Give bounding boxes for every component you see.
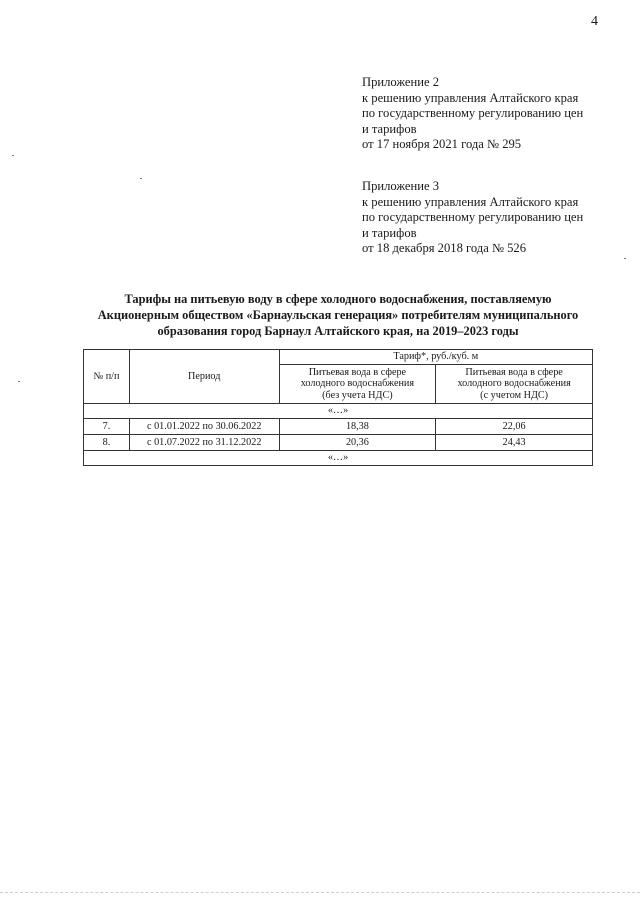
appendix-2-line: к решению управления Алтайского края bbox=[362, 90, 579, 105]
table-row bbox=[84, 419, 593, 435]
cell-without-vat: 20,36 bbox=[279, 435, 436, 451]
header-line: Питьевая вода в сфере bbox=[308, 366, 407, 378]
appendix-2-line: от 17 ноября 2021 года № 295 bbox=[362, 137, 522, 151]
cell-without-vat: 18,38 bbox=[279, 419, 436, 435]
scan-speck bbox=[624, 258, 626, 259]
title-line: образования город Барнаул Алтайского края, на 2019–2023 годы bbox=[157, 324, 519, 338]
column-header-period: Период bbox=[129, 350, 279, 404]
scan-speck bbox=[140, 178, 142, 179]
appendix-3-line: от 18 декабря 2018 года № 526 bbox=[362, 241, 527, 255]
appendix-2-line: и тарифов bbox=[362, 121, 417, 136]
header-line: (с учетом НДС) bbox=[480, 389, 549, 401]
column-header-number: № п/п bbox=[84, 350, 130, 404]
scan-bottom-edge bbox=[0, 892, 640, 893]
cell-number: 7. bbox=[84, 419, 130, 435]
appendix-3-line: и тарифов bbox=[362, 225, 417, 240]
page-number: 4 bbox=[591, 14, 598, 29]
column-header-with-vat bbox=[436, 365, 593, 404]
column-header-tariff: Тариф*, руб./куб. м bbox=[279, 350, 592, 365]
ellipsis-cell: «…» bbox=[84, 451, 593, 466]
header-line: холодного водоснабжения bbox=[457, 378, 571, 390]
appendix-3-header bbox=[362, 179, 612, 257]
ellipsis-cell: «…» bbox=[84, 404, 593, 419]
table-row-ellipsis bbox=[84, 451, 593, 466]
column-header-without-vat bbox=[279, 365, 436, 404]
table-row bbox=[84, 435, 593, 451]
cell-with-vat: 22,06 bbox=[436, 419, 593, 435]
scan-speck bbox=[12, 155, 14, 156]
appendix-2-line: Приложение 2 bbox=[362, 75, 440, 89]
header-line: (без учета НДС) bbox=[322, 389, 393, 401]
cell-number: 8. bbox=[84, 435, 130, 451]
appendix-3-line: Приложение 3 bbox=[362, 179, 440, 193]
document-title bbox=[60, 291, 616, 339]
appendix-3-line: к решению управления Алтайского края bbox=[362, 194, 579, 209]
table-header-row bbox=[84, 350, 593, 365]
title-line: Акционерным обществом «Барнаульская генерация» потребителям муниципального bbox=[97, 308, 579, 322]
appendix-2-header bbox=[362, 75, 612, 153]
title-line: Тарифы на питьевую воду в сфере холодного водоснабжения, поставляемую bbox=[124, 292, 552, 306]
cell-with-vat: 24,43 bbox=[436, 435, 593, 451]
appendix-3-line: по государственному регулированию цен bbox=[362, 210, 584, 224]
header-line: холодного водоснабжения bbox=[300, 378, 415, 390]
cell-period: с 01.07.2022 по 31.12.2022 bbox=[129, 435, 279, 451]
tariff-table bbox=[83, 349, 593, 466]
header-line: Питьевая вода в сфере bbox=[465, 366, 563, 378]
table-row-ellipsis bbox=[84, 404, 593, 419]
appendix-2-line: по государственному регулированию цен bbox=[362, 106, 584, 120]
scan-speck bbox=[18, 381, 20, 382]
cell-period: с 01.01.2022 по 30.06.2022 bbox=[129, 419, 279, 435]
